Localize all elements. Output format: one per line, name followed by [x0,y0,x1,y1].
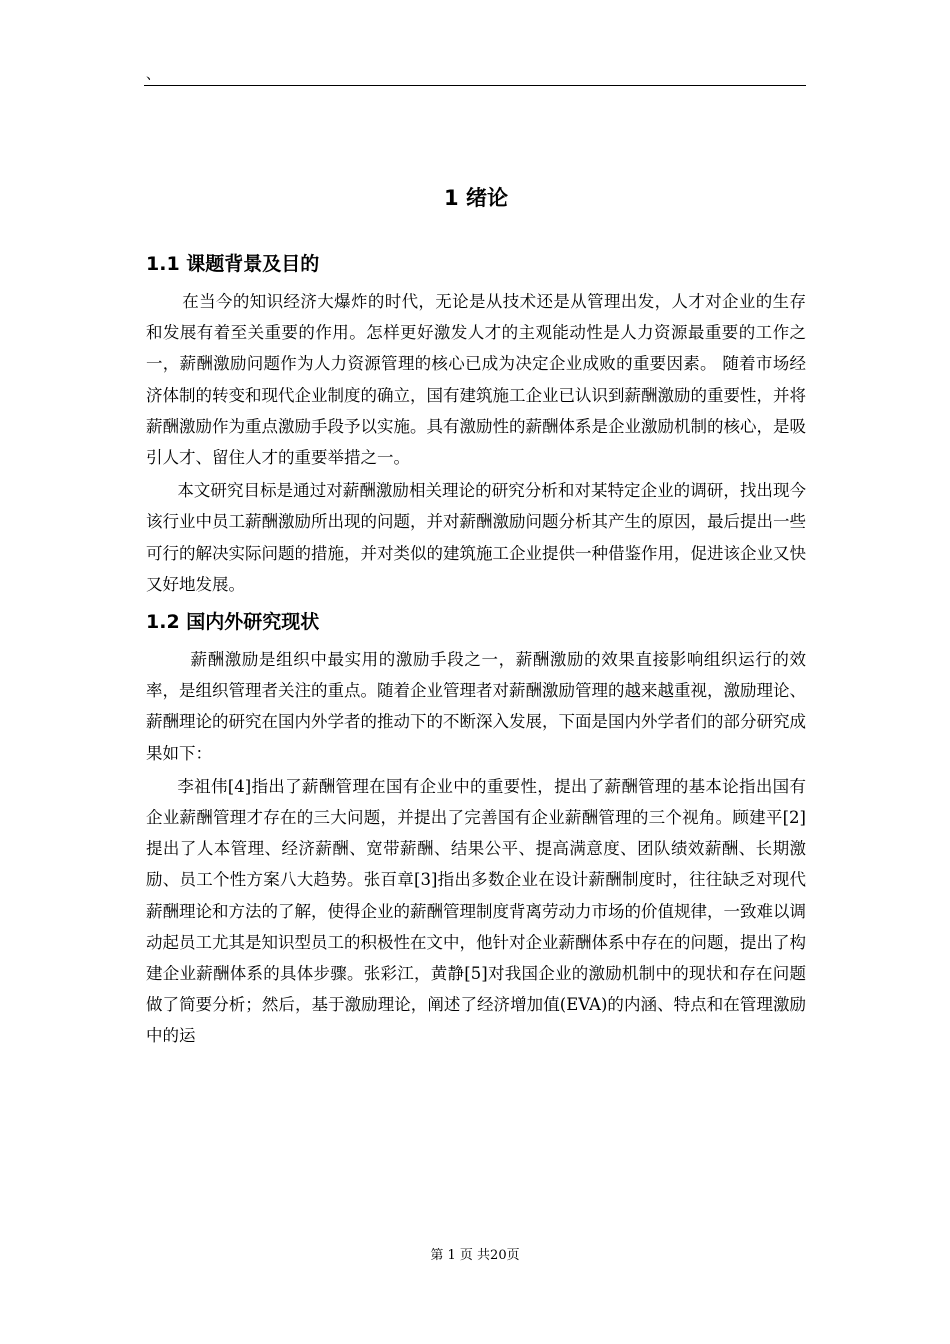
section-title-1-2: 1.2 国内外研究现状 [146,611,320,634]
chapter-title: 1 绪论 [444,186,508,210]
header-mark: 、 [146,67,160,83]
page-content [146,178,806,1052]
paragraph-1-1-a: 在当今的知识经济大爆炸的时代，无论是从技术还是从管理出发，人才对企业的生存和发展有着至关重要的作用。怎样更好激发人才的主观能动性是人力资源最重要的工作之一，薪酬激励问题作为人力资源管理的核心已成为决定企业成败的重要因素。 随着市场经济体制的转变和现代企业制度的确立，国有建筑施工企业已认识到薪酬激励的重要性，并将薪酬激励作为重点激励手段予以实施。具有激励性的薪酬体系是企业激励机制的核心，是吸引人才、留住人才的重要举措之一。 [146,292,806,468]
paragraph-1-2-a: 薪酬激励是组织中最实用的激励手段之一，薪酬激励的效果直接影响组织运行的效率，是组织管理者关注的重点。随着企业管理者对薪酬激励管理的越来越重视，激励理论、薪酬理论的研究在国内外学者的推动下的不断深入发展，下面是国内外学者们的部分研究成果如下： [146,650,806,763]
page-footer: 第 1 页 共20页 [430,1248,520,1263]
section-title-1-1: 1.1 课题背景及目的 [146,253,320,275]
paragraph-1-1-b: 本文研究目标是通过对薪酬激励相关理论的研究分析和对某特定企业的调研，找出现今该行业中员工薪酬激励所出现的问题，并对薪酬激励问题分析其产生的原因，最后提出一些可行的解决实际问题的措施，并对类似的建筑施工企业提供一种借鉴作用，促进该企业又快又好地发展。 [146,481,806,594]
header-rule [144,85,806,86]
paragraph-1-2-b: 李祖伟[4]指出了薪酬管理在国有企业中的重要性，提出了薪酬管理的基本论指出国有企业薪酬管理才存在的三大问题，并提出了完善国有企业薪酬管理的三个视角。顾建平[2]提出了人本管理、经济薪酬、宽带薪酬、结果公平、提高满意度、团队绩效薪酬、长期激励、员工个性方案八大趋势。张百章[3]指出多数企业在设计薪酬制度时，往往缺乏对现代薪酬理论和方法的了解，使得企业的薪酬管理制度背离劳动力市场的价值规律，一致难以调动起员工尤其是知识型员工的积极性在文中，他针对企业薪酬体系中存在的问题，提出了构建企业薪酬体系的具体步骤。张彩江，黄静[5]对我国企业的激励机制中的现状和存在问题做了简要分析；然后，基于激励理论，阐述了经济增加值(EVA)的内涵、特点和在管理激励中的运 [146,776,806,1046]
